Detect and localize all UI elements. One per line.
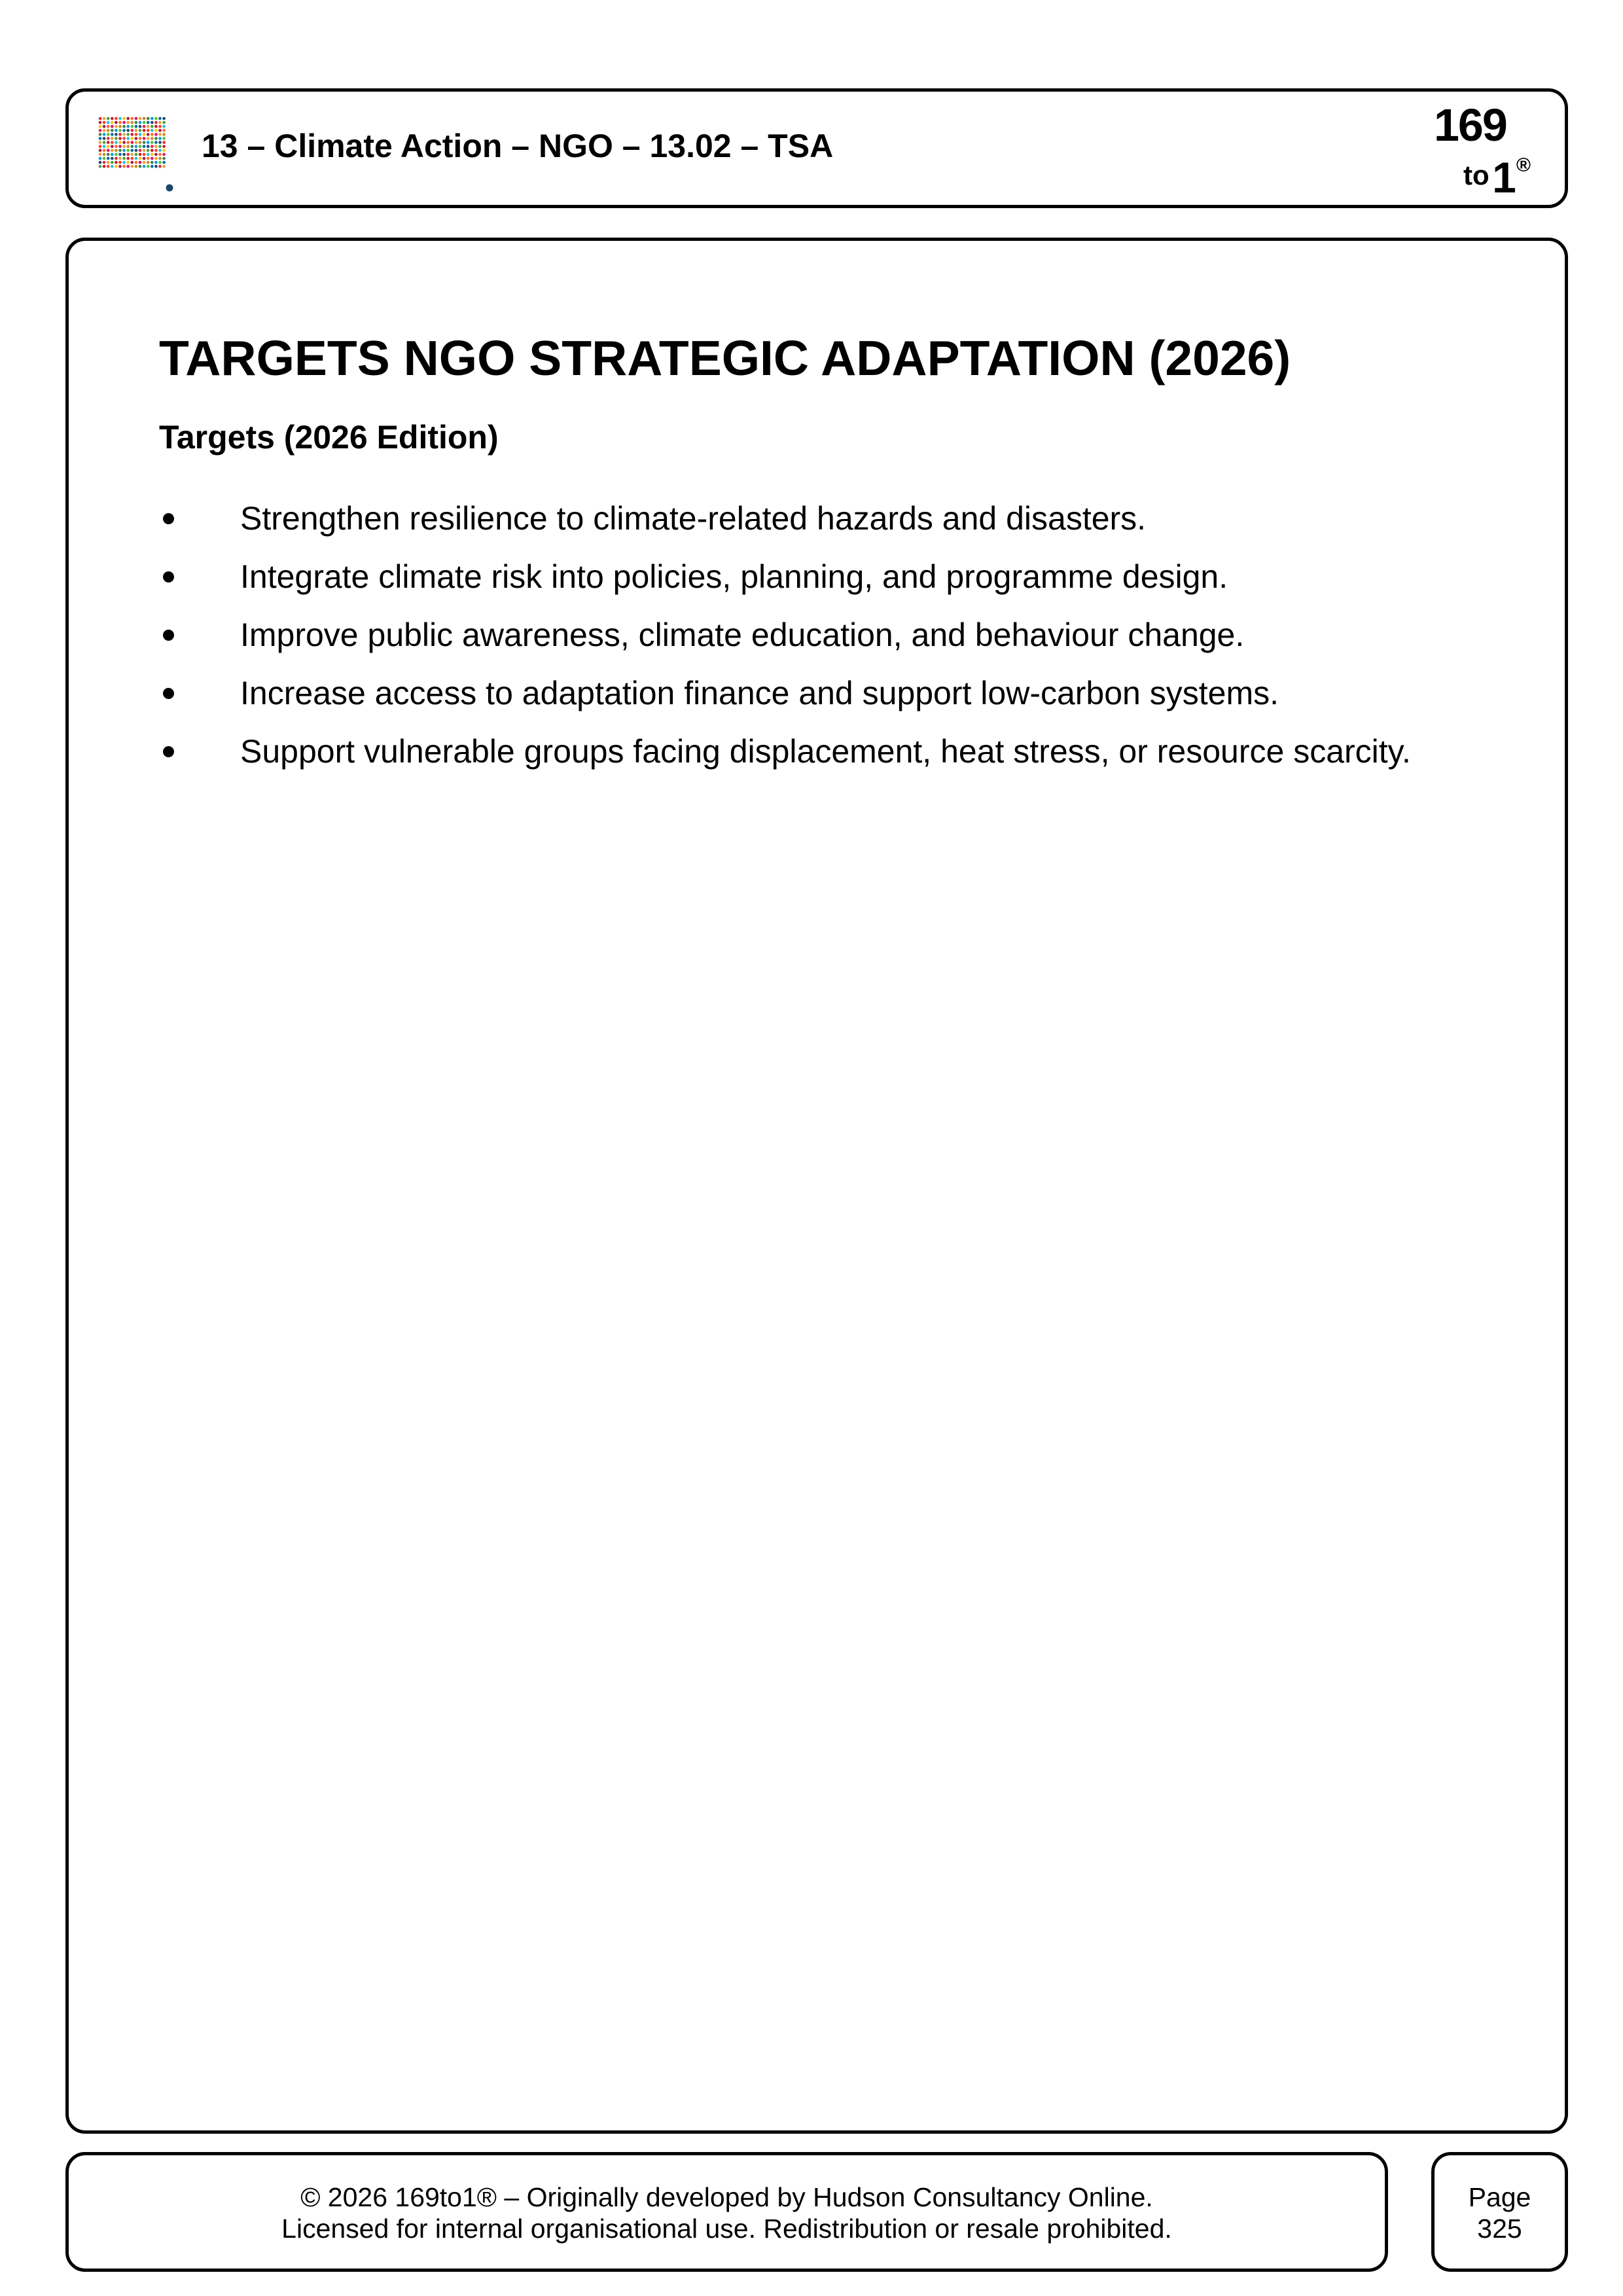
target-item <box>159 723 1455 781</box>
copyright-text: © 2026 169to1® – Originally developed by Hudson Consultancy Online. <box>300 2182 1153 2212</box>
license-text: Licensed for internal organisational use. Redistribution or resale prohibited. <box>281 2214 1172 2244</box>
target-text: Support vulnerable groups facing displacement, heat stress, or resource scarcity. <box>240 733 1411 770</box>
target-item <box>159 606 1455 664</box>
page-number: 325 <box>1477 2214 1522 2244</box>
registered-mark: ® <box>1516 154 1531 176</box>
target-item <box>159 548 1455 606</box>
brand-subline <box>1463 153 1531 202</box>
brand-to-text: to <box>1463 160 1489 190</box>
bullet-icon <box>163 513 174 524</box>
targets-list <box>159 490 1455 781</box>
footer-notice <box>69 2181 1385 2244</box>
header-title: 13 – Climate Action – NGO – 13.02 – TSA <box>202 128 834 164</box>
target-text: Strengthen resilience to climate-related hazards and disasters. <box>240 500 1147 537</box>
bullet-icon <box>163 688 174 699</box>
page-indicator <box>1435 2181 1565 2244</box>
target-text: Integrate climate risk into policies, planning, and programme design. <box>240 558 1228 595</box>
page-label: Page <box>1468 2182 1531 2212</box>
page-number-box <box>1431 2152 1568 2272</box>
content-panel <box>65 238 1568 2134</box>
brand-one-text: 1 <box>1492 153 1516 202</box>
brand-logo <box>1408 97 1531 202</box>
bullet-icon <box>163 571 174 583</box>
target-item <box>159 490 1455 548</box>
header-bar <box>65 88 1568 208</box>
bullet-icon <box>163 746 174 757</box>
sdg-logo-icon <box>96 115 175 193</box>
footer-bar <box>65 2152 1388 2272</box>
brand-number: 169 <box>1434 99 1507 151</box>
section-subtitle: Targets (2026 Edition) <box>159 419 499 456</box>
page-title: TARGETS NGO STRATEGIC ADAPTATION (2026) <box>159 331 1291 386</box>
bullet-icon <box>163 630 174 641</box>
target-text: Improve public awareness, climate education, and behaviour change. <box>240 617 1245 653</box>
target-text: Increase access to adaptation finance and support low-carbon systems. <box>240 675 1279 711</box>
target-item <box>159 664 1455 723</box>
